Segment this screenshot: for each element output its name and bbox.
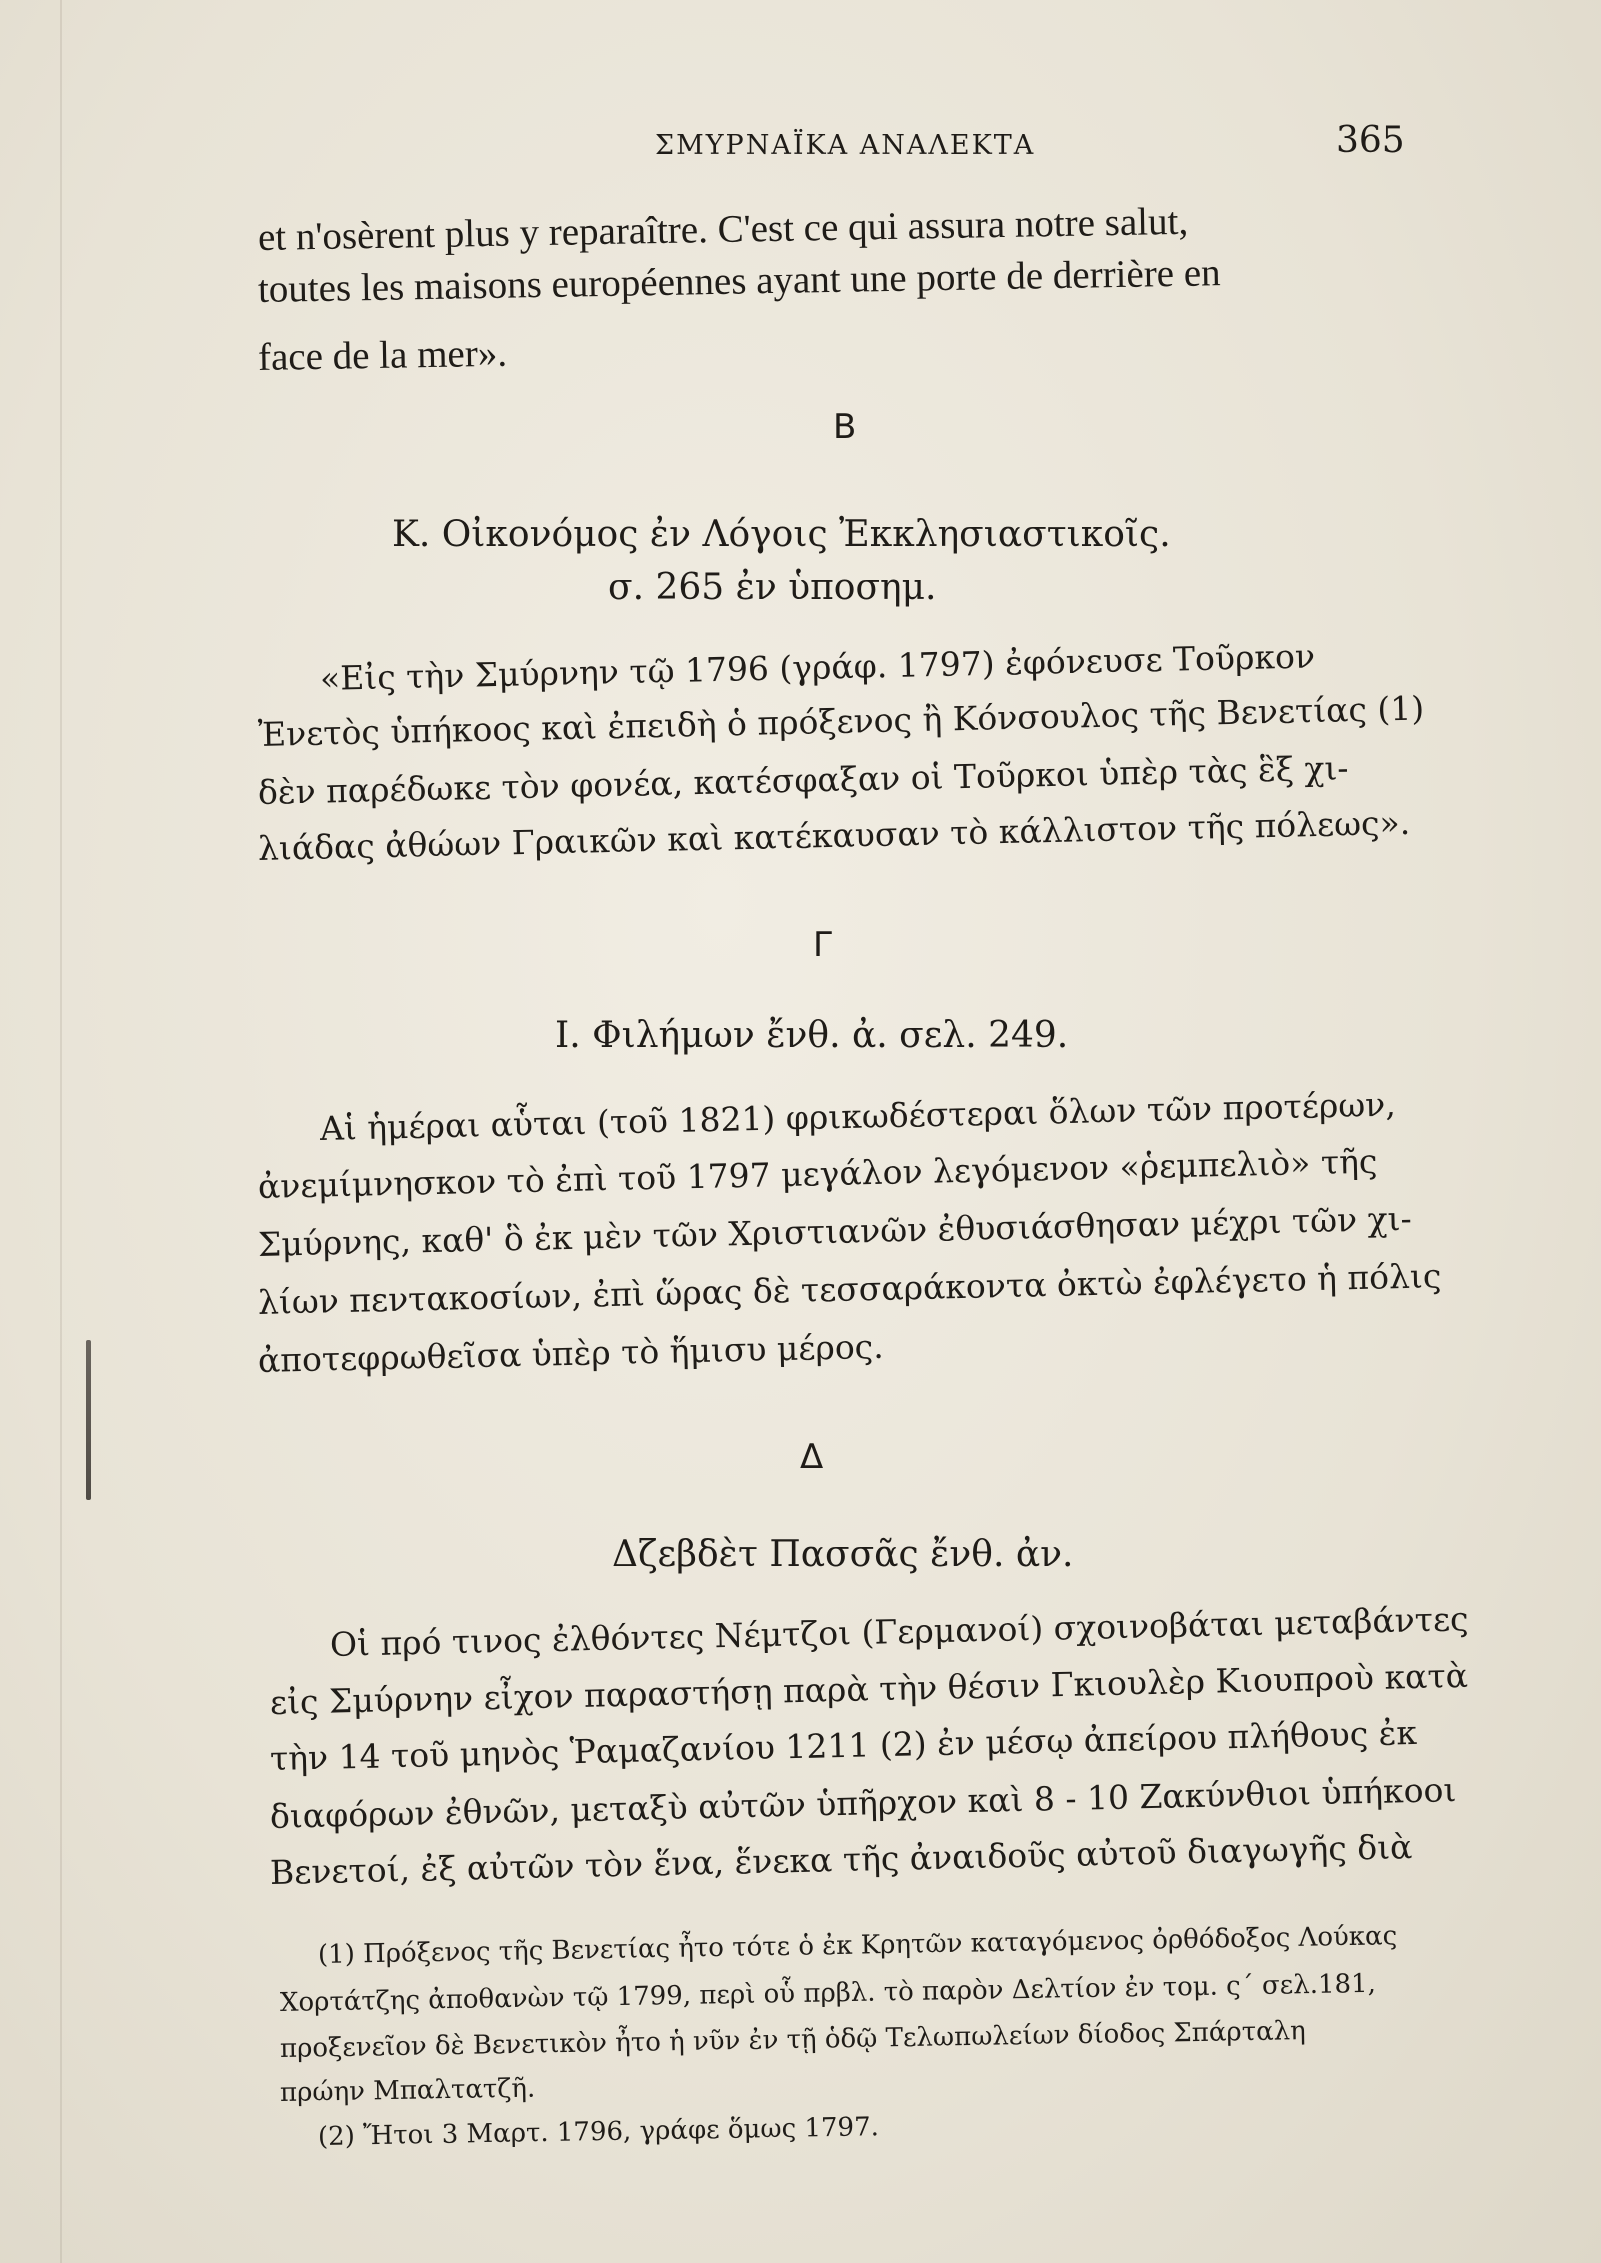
intro-line-2: toutes les maisons européennes ayant une porte de derrière en — [257, 251, 1221, 311]
section-g-text-line-1: Αἱ ἡμέραι αὗται (τοῦ 1821) φρικωδέστεραι ὅλων τῶν προτέρων, — [319, 1084, 1397, 1148]
binding-mark — [86, 1340, 91, 1500]
section-d-text-line-1: Οἱ πρό τινος ἐλθόντες Νέμτζοι (Γερμανοί) σχοινοβάται μεταβάντες — [329, 1599, 1469, 1664]
footnote-1-line-2: Χορτάτζης ἀποθανὼν τῷ 1799, περὶ οὗ πρβλ. τὸ παρὸν Δελτίον ἐν τομ. ς΄ σελ.181, — [279, 1968, 1377, 2018]
section-g-source-line: Ι. Φιλήμων ἔνθ. ἀ. σελ. 249. — [555, 1015, 1069, 1056]
section-letter-d: Δ — [800, 1437, 824, 1477]
intro-line-1: et n'osèrent plus y reparaître. C'est ce qui assura notre salut, — [257, 199, 1189, 259]
page-number: 365 — [1336, 120, 1405, 161]
section-b-source-line-1: Κ. Οἰκονόμος ἐν Λόγοις Ἐκκλησιαστικοῖς. — [392, 514, 1171, 555]
section-d-text-line-5: Βενετοί, ἐξ αὐτῶν τὸν ἕνα, ἕνεκα τῆς ἀναιδοῦς αὐτοῦ διαγωγῆς διὰ — [269, 1827, 1413, 1892]
section-d-text-line-3: τὴν 14 τοῦ μηνὸς Ῥαμαζανίου 1211 (2) ἐν μέσῳ ἀπείρου πλήθους ἐκ — [269, 1712, 1418, 1778]
section-g-text-line-4: λίων πεντακοσίων, ἐπὶ ὥρας δὲ τεσσαράκοντα ὀκτὼ ἐφλέγετο ἡ πόλις — [257, 1256, 1442, 1322]
section-letter-g: Γ — [813, 925, 832, 965]
footnote-1-line-1: (1) Πρόξενος τῆς Βενετίας ἦτο τότε ὁ ἐκ Κρητῶν καταγόμενος ὀρθόδοξος Λούκας — [317, 1921, 1398, 1970]
section-d-text-line-2: εἰς Σμύρνην εἶχον παραστήσῃ παρὰ τὴν θέσιν Γκιουλὲρ Κιουπροὺ κατὰ — [269, 1655, 1469, 1722]
section-g-text-line-5: ἀποτεφρωθεῖσα ὑπὲρ τὸ ἥμισυ μέρος. — [257, 1326, 885, 1380]
section-d-text-line-4: διαφόρων ἐθνῶν, μεταξὺ αὐτῶν ὑπῆρχον καὶ 8 - 10 Ζακύνθιοι ὑπήκοοι — [269, 1770, 1457, 1836]
section-b-source-line-2: σ. 265 ἐν ὑποσημ. — [608, 567, 937, 608]
section-letter-b: Β — [833, 407, 857, 447]
footnote-1-line-3: προξενεῖον δὲ Βενετικὸν ἦτο ἡ νῦν ἐν τῇ ὁδῷ Τελωπωλείων δίοδος Σπάρταλη — [279, 2016, 1306, 2064]
running-header: ΣΜΥΡΝΑΪΚΑ ΑΝΑΛΕΚΤΑ — [655, 130, 1036, 161]
section-b-quote-line-4: λιάδας ἀθώων Γραικῶν καὶ κατέκαυσαν τὸ κάλλιστον τῆς πόλεως». — [257, 802, 1411, 868]
intro-line-3: face de la mer». — [257, 331, 508, 379]
section-b-quote-line-3: δὲν παρέδωκε τὸν φονέα, κατέσφαξαν οἱ Τοῦρκοι ὑπὲρ τὰς ἓξ χι- — [257, 748, 1349, 812]
section-g-text-line-3: Σμύρνης, καθ' ὃ ἐκ μὲν τῶν Χριστιανῶν ἐθυσιάσθησαν μέχρι τῶν χι- — [257, 1198, 1413, 1264]
footnote-2: (2) Ἤτοι 3 Μαρτ. 1796, γράφε ὅμως 1797. — [317, 2112, 880, 2152]
page-gutter — [60, 0, 62, 2263]
footnote-1-line-4: πρώην Μπαλτατζῆ. — [279, 2073, 536, 2108]
section-b-quote-line-1: «Εἰς τὴν Σμύρνην τῷ 1796 (γράφ. 1797) ἐφόνευσε Τοῦρκον — [319, 636, 1316, 698]
section-d-source-line: Δζεβδὲτ Πασσᾶς ἔνθ. ἀν. — [612, 1534, 1074, 1575]
section-b-quote-line-2: Ἐνετὸς ὑπήκοος καὶ ἐπειδὴ ὁ πρόξενος ἢ Κόνσουλος τῆς Βενετίας (1) — [257, 688, 1425, 754]
section-g-text-line-2: ἀνεμίμνησκον τὸ ἐπὶ τοῦ 1797 μεγάλον λεγόμενον «ῥεμπελιὸ» τῆς — [257, 1141, 1378, 1206]
